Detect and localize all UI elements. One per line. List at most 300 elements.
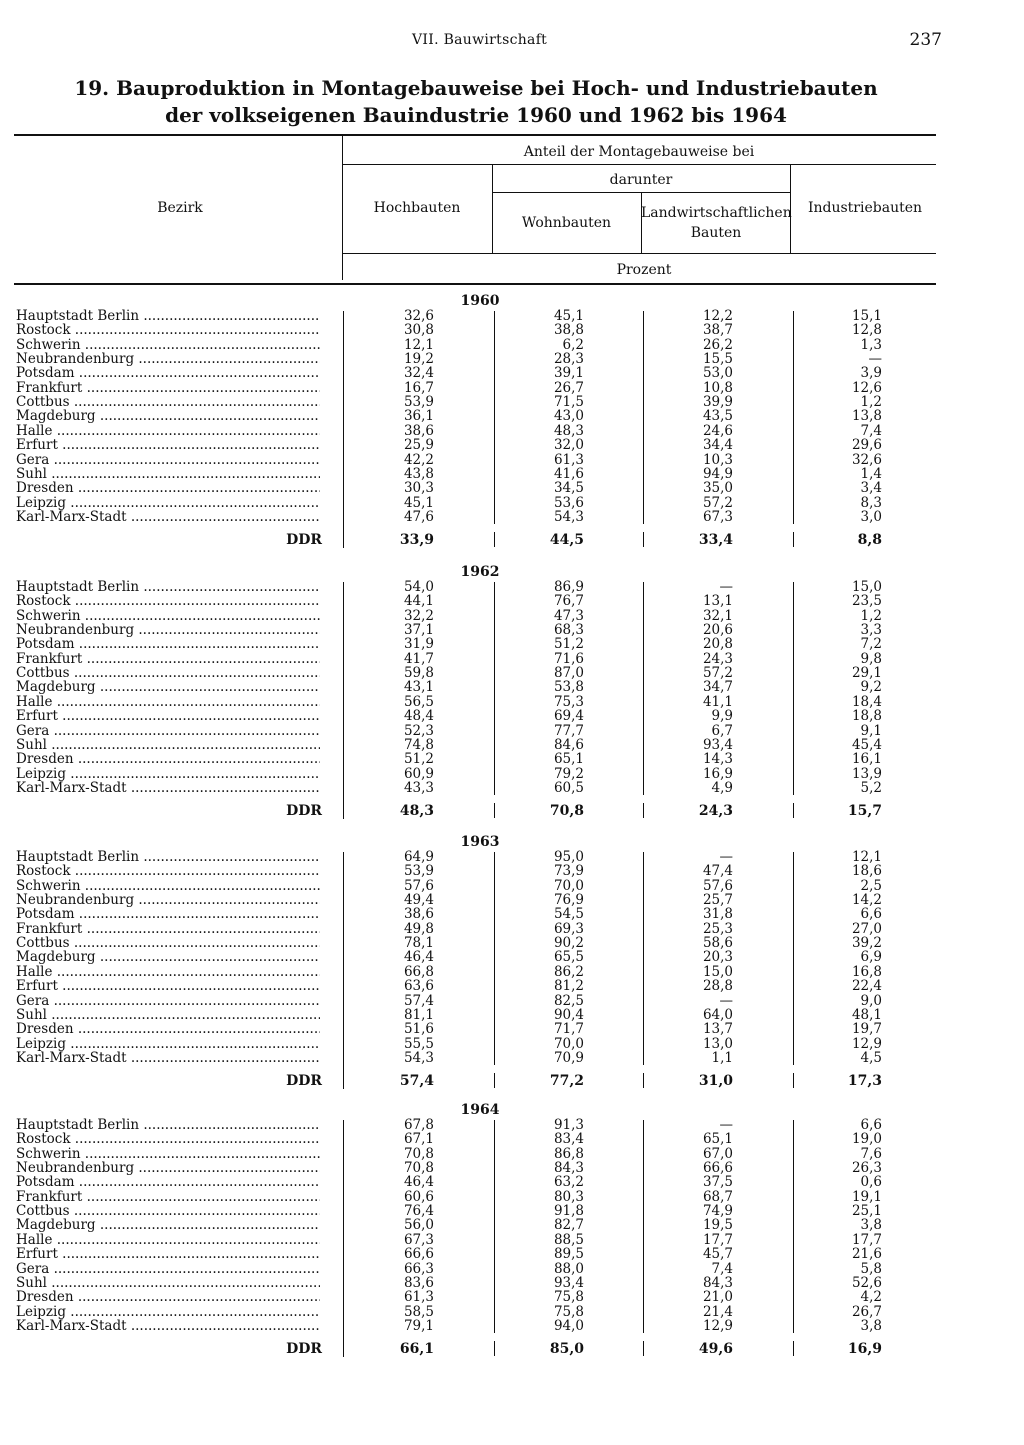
bezirk-name: Suhl .....	[16, 738, 320, 752]
table-row	[0, 438, 1024, 452]
bezirk-name: Dresden .....	[16, 1022, 320, 1036]
cell-industriebauten: 19,1	[851, 1188, 882, 1205]
cell-landwirtschaftliche-bauten: 74,9	[702, 1203, 733, 1220]
cell-hochbauten: 54,0	[403, 579, 434, 595]
table-row	[0, 752, 1024, 766]
cell-hochbauten: 76,4	[403, 1203, 434, 1220]
bezirk-name: Karl-Marx-Stadt .....	[16, 1051, 320, 1065]
table-row	[0, 1175, 1024, 1189]
cell-industriebauten: 3,9	[860, 365, 882, 382]
cell-hochbauten: 81,1	[403, 1006, 434, 1023]
bezirk-name: Erfurt .....	[16, 1247, 320, 1261]
cell-industriebauten: 1,2	[860, 607, 882, 624]
cell-landwirtschaftliche-bauten: 13,0	[702, 1035, 733, 1052]
table-row	[0, 381, 1024, 395]
bezirk-name: Magdeburg .....	[16, 1218, 320, 1232]
table-row	[0, 1247, 1024, 1261]
cell-landwirtschaftliche-bauten: 20,6	[702, 622, 733, 639]
cell-industriebauten: 25,1	[851, 1203, 882, 1220]
cell-wohnbauten: 28,3	[553, 351, 584, 368]
cell-hochbauten: 41,7	[403, 650, 434, 667]
cell-industriebauten: 3,3	[860, 622, 882, 639]
table-row	[0, 623, 1024, 637]
cell-industriebauten: 7,2	[860, 636, 882, 653]
cell-wohnbauten: 75,8	[553, 1303, 584, 1320]
table-row	[0, 1051, 1024, 1065]
total-landwirtschaftliche-bauten: 33,4	[698, 532, 733, 549]
cell-industriebauten: 19,7	[851, 1021, 882, 1038]
cell-landwirtschaftliche-bauten: 57,6	[702, 877, 733, 894]
cell-hochbauten: 79,1	[403, 1317, 434, 1334]
cell-hochbauten: 83,6	[403, 1274, 434, 1291]
cell-hochbauten: 44,1	[403, 593, 434, 610]
cell-landwirtschaftliche-bauten: 47,4	[702, 863, 733, 880]
cell-wohnbauten: 65,1	[553, 751, 584, 768]
cell-landwirtschaftliche-bauten: 68,7	[702, 1188, 733, 1205]
cell-industriebauten: 17,7	[851, 1231, 882, 1248]
cell-wohnbauten: 88,5	[553, 1231, 584, 1248]
cell-landwirtschaftliche-bauten: 84,3	[702, 1274, 733, 1291]
cell-industriebauten: 23,5	[851, 593, 882, 610]
bezirk-name: Cottbus .....	[16, 1204, 320, 1218]
cell-hochbauten: 53,9	[403, 863, 434, 880]
cell-landwirtschaftliche-bauten: 34,7	[702, 679, 733, 696]
page-number: 237	[909, 30, 942, 50]
cell-wohnbauten: 86,9	[553, 579, 584, 595]
cell-landwirtschaftliche-bauten: 6,7	[711, 722, 733, 739]
bezirk-name: Frankfurt .....	[16, 381, 320, 395]
cell-hochbauten: 58,5	[403, 1303, 434, 1320]
cell-landwirtschaftliche-bauten: 67,0	[702, 1145, 733, 1162]
cell-wohnbauten: 77,7	[553, 722, 584, 739]
header-rule-unit	[342, 253, 936, 254]
cell-wohnbauten: 75,8	[553, 1289, 584, 1306]
cell-landwirtschaftliche-bauten: 14,3	[702, 751, 733, 768]
cell-landwirtschaftliche-bauten: 13,1	[702, 593, 733, 610]
bezirk-name: Hauptstadt Berlin .....	[16, 1118, 320, 1132]
cell-landwirtschaftliche-bauten: 32,1	[702, 607, 733, 624]
cell-wohnbauten: 26,7	[553, 379, 584, 396]
bezirk-name: Neubrandenburg .....	[16, 623, 320, 637]
cell-hochbauten: 74,8	[403, 736, 434, 753]
cell-wohnbauten: 45,1	[553, 308, 584, 324]
table-row	[0, 481, 1024, 495]
cell-landwirtschaftliche-bauten: 25,3	[702, 920, 733, 937]
cell-landwirtschaftliche-bauten: 7,4	[711, 1260, 733, 1277]
cell-wohnbauten: 53,8	[553, 679, 584, 696]
cell-wohnbauten: 41,6	[553, 465, 584, 482]
table-row	[0, 1305, 1024, 1319]
cell-industriebauten: 21,6	[851, 1246, 882, 1263]
cell-industriebauten: 7,6	[860, 1145, 882, 1162]
table-row	[0, 709, 1024, 723]
cell-industriebauten: 16,1	[851, 751, 882, 768]
cell-landwirtschaftliche-bauten: 20,3	[702, 949, 733, 966]
cell-landwirtschaftliche-bauten: 17,7	[702, 1231, 733, 1248]
table-row	[0, 767, 1024, 781]
table-row	[0, 309, 1024, 323]
table-row	[0, 1037, 1024, 1051]
table-row	[0, 1190, 1024, 1204]
cell-industriebauten: 6,6	[860, 906, 882, 923]
table-row	[0, 850, 1024, 864]
cell-industriebauten: 13,9	[851, 765, 882, 782]
cell-industriebauten: 4,5	[860, 1049, 882, 1066]
total-wohnbauten: 77,2	[549, 1073, 584, 1090]
cell-landwirtschaftliche-bauten: 20,8	[702, 636, 733, 653]
bezirk-name: Schwerin .....	[16, 609, 320, 623]
cell-industriebauten: 45,4	[851, 736, 882, 753]
cell-hochbauten: 12,1	[403, 336, 434, 353]
bezirk-name: Frankfurt .....	[16, 1190, 320, 1204]
bezirk-name: Neubrandenburg .....	[16, 352, 320, 366]
total-hochbauten: 48,3	[399, 803, 434, 820]
cell-landwirtschaftliche-bauten: 19,5	[702, 1217, 733, 1234]
cell-landwirtschaftliche-bauten: 1,1	[711, 1049, 733, 1066]
cell-industriebauten: 6,6	[860, 1117, 882, 1133]
cell-industriebauten: 5,8	[860, 1260, 882, 1277]
cell-hochbauten: 30,8	[403, 322, 434, 339]
table-row	[0, 1276, 1024, 1290]
cell-industriebauten: 16,8	[851, 963, 882, 980]
total-wohnbauten: 44,5	[549, 532, 584, 549]
bezirk-name: Gera .....	[16, 1262, 320, 1276]
table-row	[0, 695, 1024, 709]
cell-industriebauten: 9,0	[860, 992, 882, 1009]
table-row	[0, 979, 1024, 993]
cell-hochbauten: 67,8	[403, 1117, 434, 1133]
bezirk-name: Leipzig .....	[16, 1037, 320, 1051]
cell-landwirtschaftliche-bauten: 12,9	[702, 1317, 733, 1334]
table-row	[0, 1218, 1024, 1232]
cell-wohnbauten: 61,3	[553, 451, 584, 468]
cell-industriebauten: 29,1	[851, 665, 882, 682]
table-row	[0, 680, 1024, 694]
total-hochbauten: 57,4	[399, 1073, 434, 1090]
header-top-rule	[14, 134, 936, 136]
cell-industriebauten: 3,0	[860, 508, 882, 525]
cell-landwirtschaftliche-bauten: 43,5	[702, 408, 733, 425]
cell-hochbauten: 38,6	[403, 906, 434, 923]
table-row	[0, 907, 1024, 921]
table-row	[0, 1147, 1024, 1161]
table-row	[0, 580, 1024, 594]
cell-industriebauten: 15,1	[851, 308, 882, 324]
bezirk-name: Suhl .....	[16, 1276, 320, 1290]
bezirk-name: Erfurt .....	[16, 438, 320, 452]
total-hochbauten: 66,1	[399, 1341, 434, 1358]
cell-industriebauten: 26,7	[851, 1303, 882, 1320]
year-label: 1963	[460, 834, 500, 850]
cell-industriebauten: 9,1	[860, 722, 882, 739]
cell-industriebauten: 27,0	[851, 920, 882, 937]
cell-industriebauten: 5,2	[860, 779, 882, 796]
cell-wohnbauten: 47,3	[553, 607, 584, 624]
cell-hochbauten: 52,3	[403, 722, 434, 739]
cell-wohnbauten: 53,6	[553, 494, 584, 511]
cell-industriebauten: 18,4	[851, 693, 882, 710]
cell-landwirtschaftliche-bauten: 39,9	[702, 394, 733, 411]
bezirk-name: Erfurt .....	[16, 709, 320, 723]
table-row	[0, 922, 1024, 936]
cell-landwirtschaftliche-bauten: 9,9	[711, 708, 733, 725]
header-landwirtschaftlich-line-1: Landwirtschaftlichen	[641, 205, 792, 221]
cell-hochbauten: 60,6	[403, 1188, 434, 1205]
cell-wohnbauten: 76,7	[553, 593, 584, 610]
bezirk-name: Potsdam .....	[16, 366, 320, 380]
table-title-line-1: 19. Bauproduktion in Montagebauweise bei Hoch- und Industriebauten	[74, 76, 878, 100]
cell-wohnbauten: 89,5	[553, 1246, 584, 1263]
cell-hochbauten: 32,2	[403, 607, 434, 624]
cell-industriebauten: 1,3	[860, 336, 882, 353]
table-row	[0, 366, 1024, 380]
cell-industriebauten: 3,8	[860, 1317, 882, 1334]
bezirk-name: Dresden .....	[16, 752, 320, 766]
cell-wohnbauten: 70,0	[553, 877, 584, 894]
cell-industriebauten: 12,6	[851, 379, 882, 396]
cell-hochbauten: 42,2	[403, 451, 434, 468]
bezirk-name: Cottbus .....	[16, 395, 320, 409]
table-row	[0, 1022, 1024, 1036]
cell-hochbauten: 66,6	[403, 1246, 434, 1263]
cell-landwirtschaftliche-bauten: 35,0	[702, 480, 733, 497]
table-row	[0, 879, 1024, 893]
cell-wohnbauten: 82,5	[553, 992, 584, 1009]
cell-hochbauten: 31,9	[403, 636, 434, 653]
cell-hochbauten: 67,1	[403, 1131, 434, 1148]
bezirk-name: Magdeburg .....	[16, 680, 320, 694]
cell-wohnbauten: 73,9	[553, 863, 584, 880]
total-label: DDR	[286, 803, 322, 820]
header-landwirtschaftlich-line-2: Bauten	[690, 225, 742, 241]
cell-hochbauten: 70,8	[403, 1145, 434, 1162]
cell-industriebauten: 52,6	[851, 1274, 882, 1291]
bezirk-name: Halle .....	[16, 424, 320, 438]
header-bezirk: Bezirk	[157, 200, 203, 216]
cell-industriebauten: 2,5	[860, 877, 882, 894]
bezirk-name: Frankfurt .....	[16, 922, 320, 936]
bezirk-name: Suhl .....	[16, 467, 320, 481]
total-landwirtschaftliche-bauten: 49,6	[698, 1341, 733, 1358]
cell-wohnbauten: 91,8	[553, 1203, 584, 1220]
cell-wohnbauten: 39,1	[553, 365, 584, 382]
cell-industriebauten: 39,2	[851, 935, 882, 952]
header-rule-anteil	[342, 164, 936, 165]
cell-wohnbauten: 54,5	[553, 906, 584, 923]
cell-wohnbauten: 93,4	[553, 1274, 584, 1291]
bezirk-name: Karl-Marx-Stadt .....	[16, 510, 320, 524]
cell-industriebauten: 4,2	[860, 1289, 882, 1306]
cell-landwirtschaftliche-bauten: 10,3	[702, 451, 733, 468]
cell-landwirtschaftliche-bauten: 15,5	[702, 351, 733, 368]
cell-hochbauten: 25,9	[403, 437, 434, 454]
table-row	[0, 950, 1024, 964]
table-title	[0, 75, 1024, 129]
cell-landwirtschaftliche-bauten: 26,2	[702, 336, 733, 353]
cell-industriebauten: 6,9	[860, 949, 882, 966]
header-anteil: Anteil der Montagebauweise bei	[523, 144, 755, 160]
total-landwirtschaftliche-bauten: 24,3	[698, 803, 733, 820]
cell-landwirtschaftliche-bauten: 57,2	[702, 494, 733, 511]
bezirk-name: Neubrandenburg .....	[16, 893, 320, 907]
bezirk-name: Hauptstadt Berlin .....	[16, 580, 320, 594]
cell-industriebauten: 7,4	[860, 422, 882, 439]
total-wohnbauten: 70,8	[549, 803, 584, 820]
cell-wohnbauten: 86,8	[553, 1145, 584, 1162]
cell-landwirtschaftliche-bauten: 24,3	[702, 650, 733, 667]
cell-landwirtschaftliche-bauten: —	[719, 1117, 733, 1133]
cell-industriebauten: 13,8	[851, 408, 882, 425]
bezirk-name: Schwerin .....	[16, 338, 320, 352]
table-row	[0, 724, 1024, 738]
bezirk-name: Erfurt .....	[16, 979, 320, 993]
cell-landwirtschaftliche-bauten: 28,8	[702, 978, 733, 995]
cell-hochbauten: 37,1	[403, 622, 434, 639]
total-row	[0, 532, 1024, 548]
cell-hochbauten: 49,8	[403, 920, 434, 937]
cell-landwirtschaftliche-bauten: 34,4	[702, 437, 733, 454]
bezirk-name: Potsdam .....	[16, 637, 320, 651]
table-row	[0, 1290, 1024, 1304]
total-label: DDR	[286, 532, 322, 549]
bezirk-name: Karl-Marx-Stadt .....	[16, 781, 320, 795]
year-label: 1964	[460, 1102, 500, 1118]
cell-industriebauten: —	[868, 351, 882, 368]
cell-wohnbauten: 70,0	[553, 1035, 584, 1052]
cell-landwirtschaftliche-bauten: 66,6	[702, 1160, 733, 1177]
cell-landwirtschaftliche-bauten: 10,8	[702, 379, 733, 396]
cell-landwirtschaftliche-bauten: 41,1	[702, 693, 733, 710]
bezirk-name: Neubrandenburg .....	[16, 1161, 320, 1175]
cell-hochbauten: 30,3	[403, 480, 434, 497]
cell-hochbauten: 32,4	[403, 365, 434, 382]
cell-industriebauten: 29,6	[851, 437, 882, 454]
header-unit: Prozent	[616, 262, 672, 278]
bezirk-name: Magdeburg .....	[16, 409, 320, 423]
cell-industriebauten: 3,8	[860, 1217, 882, 1234]
cell-hochbauten: 36,1	[403, 408, 434, 425]
table-row	[0, 1161, 1024, 1175]
cell-wohnbauten: 54,3	[553, 508, 584, 525]
cell-wohnbauten: 88,0	[553, 1260, 584, 1277]
cell-wohnbauten: 6,2	[562, 336, 584, 353]
cell-wohnbauten: 91,3	[553, 1117, 584, 1133]
cell-landwirtschaftliche-bauten: 24,6	[702, 422, 733, 439]
bezirk-name: Hauptstadt Berlin .....	[16, 309, 320, 323]
cell-landwirtschaftliche-bauten: 31,8	[702, 906, 733, 923]
cell-wohnbauten: 48,3	[553, 422, 584, 439]
cell-hochbauten: 66,8	[403, 963, 434, 980]
cell-hochbauten: 16,7	[403, 379, 434, 396]
cell-wohnbauten: 79,2	[553, 765, 584, 782]
cell-wohnbauten: 87,0	[553, 665, 584, 682]
cell-wohnbauten: 86,2	[553, 963, 584, 980]
cell-landwirtschaftliche-bauten: 57,2	[702, 665, 733, 682]
cell-industriebauten: 14,2	[851, 892, 882, 909]
table-row	[0, 637, 1024, 651]
bezirk-name: Suhl .....	[16, 1008, 320, 1022]
bezirk-name: Frankfurt .....	[16, 652, 320, 666]
table-row	[0, 864, 1024, 878]
cell-industriebauten: 19,0	[851, 1131, 882, 1148]
bezirk-name: Leipzig .....	[16, 767, 320, 781]
cell-landwirtschaftliche-bauten: —	[719, 849, 733, 865]
cell-industriebauten: 3,4	[860, 480, 882, 497]
table-row	[0, 1319, 1024, 1333]
total-landwirtschaftliche-bauten: 31,0	[698, 1073, 733, 1090]
bezirk-name: Halle .....	[16, 695, 320, 709]
cell-hochbauten: 78,1	[403, 935, 434, 952]
bezirk-name: Gera .....	[16, 994, 320, 1008]
bezirk-name: Cottbus .....	[16, 936, 320, 950]
cell-hochbauten: 53,9	[403, 394, 434, 411]
cell-wohnbauten: 32,0	[553, 437, 584, 454]
table-row	[0, 352, 1024, 366]
cell-hochbauten: 59,8	[403, 665, 434, 682]
cell-wohnbauten: 63,2	[553, 1174, 584, 1191]
cell-industriebauten: 22,4	[851, 978, 882, 995]
cell-hochbauten: 19,2	[403, 351, 434, 368]
table-row	[0, 510, 1024, 524]
table-row	[0, 395, 1024, 409]
cell-hochbauten: 51,6	[403, 1021, 434, 1038]
table-row	[0, 1262, 1024, 1276]
header-industriebauten: Industriebauten	[807, 200, 923, 216]
table-row	[0, 1233, 1024, 1247]
total-label: DDR	[286, 1073, 322, 1090]
cell-hochbauten: 63,6	[403, 978, 434, 995]
header-hochbauten: Hochbauten	[373, 200, 461, 216]
cell-hochbauten: 57,6	[403, 877, 434, 894]
running-head	[0, 32, 1024, 52]
cell-hochbauten: 57,4	[403, 992, 434, 1009]
cell-hochbauten: 60,9	[403, 765, 434, 782]
cell-hochbauten: 66,3	[403, 1260, 434, 1277]
bezirk-name: Rostock .....	[16, 1132, 320, 1146]
bezirk-name: Leipzig .....	[16, 496, 320, 510]
total-label: DDR	[286, 1341, 322, 1358]
bezirk-name: Hauptstadt Berlin .....	[16, 850, 320, 864]
cell-industriebauten: 12,1	[851, 849, 882, 865]
bezirk-name: Karl-Marx-Stadt .....	[16, 1319, 320, 1333]
cell-hochbauten: 56,0	[403, 1217, 434, 1234]
header-landwirtschaftlich	[641, 203, 791, 243]
cell-hochbauten: 48,4	[403, 708, 434, 725]
cell-wohnbauten: 94,0	[553, 1317, 584, 1334]
table-row	[0, 893, 1024, 907]
table-row	[0, 965, 1024, 979]
cell-wohnbauten: 69,3	[553, 920, 584, 937]
cell-wohnbauten: 90,4	[553, 1006, 584, 1023]
cell-wohnbauten: 60,5	[553, 779, 584, 796]
cell-wohnbauten: 70,9	[553, 1049, 584, 1066]
bezirk-name: Magdeburg .....	[16, 950, 320, 964]
bezirk-name: Dresden .....	[16, 1290, 320, 1304]
table-row	[0, 338, 1024, 352]
cell-hochbauten: 38,6	[403, 422, 434, 439]
table-row	[0, 323, 1024, 337]
cell-industriebauten: 9,8	[860, 650, 882, 667]
total-industriebauten: 17,3	[847, 1073, 882, 1090]
bezirk-name: Gera .....	[16, 453, 320, 467]
cell-landwirtschaftliche-bauten: 21,0	[702, 1289, 733, 1306]
cell-industriebauten: 0,6	[860, 1174, 882, 1191]
bezirk-name: Rostock .....	[16, 323, 320, 337]
total-row	[0, 1341, 1024, 1357]
table-row	[0, 594, 1024, 608]
total-industriebauten: 16,9	[847, 1341, 882, 1358]
cell-landwirtschaftliche-bauten: 13,7	[702, 1021, 733, 1038]
